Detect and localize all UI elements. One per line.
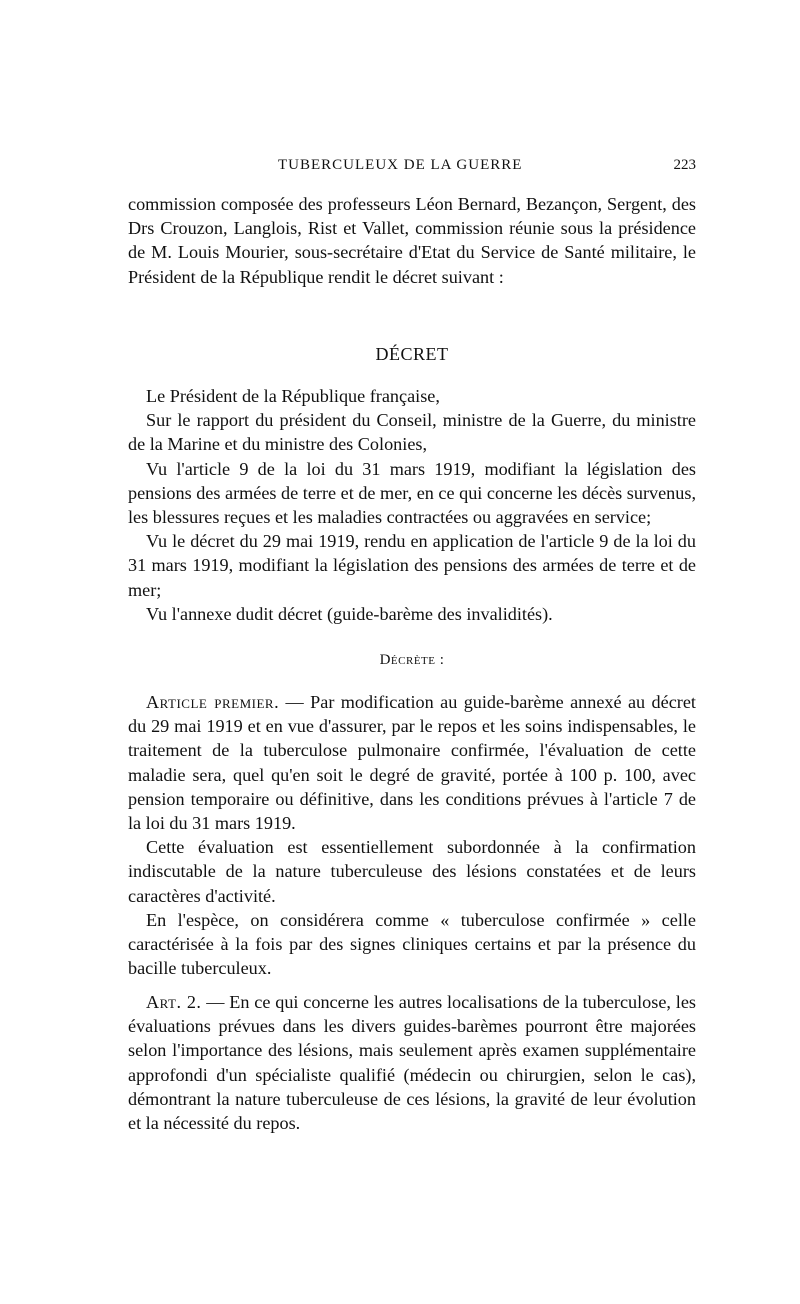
preamble-line: Vu le décret du 29 mai 1919, rendu en application de l'article 9 de la loi du 31 mars 1919, modifiant la législation des pensions des armées de terre et de mer; — [128, 531, 696, 600]
page-number: 223 — [673, 157, 696, 173]
running-head-title: TUBERCULEUX DE LA GUERRE — [278, 157, 523, 173]
article-2-label: Art. 2. — [146, 992, 202, 1012]
preamble-line: Le Président de la République française, — [146, 386, 440, 406]
preamble-block — [128, 384, 696, 626]
intro-block — [128, 192, 696, 289]
preamble-line: Vu l'article 9 de la loi du 31 mars 1919, modifiant la législation des pensions des armées de terre et de mer, en ce qui concerne les décès survenus, les blessures reçues et les maladies contractées ou aggravées en service; — [128, 458, 696, 528]
article-2-text: — En ce qui concerne les autres localisations de la tuberculose, les évaluations prévues dans les divers guides-barèmes pourront être majorées selon l'importance des lésions, mais seulement après examen supplémentaire approfondi d'un spécialiste qualifié (médecin ou chirurgien, selon le cas), démontrant la nature tuberculeuse de ces lésions, la gravité de leur évolution et la nécessité du repos. — [128, 992, 696, 1134]
article-1-text: — Par modification au guide-barème annexé au décret du 29 mai 1919 et en vue d'assurer, par le repos et les soins indispensables, le traitement de la tuberculose pulmonaire confirmée, l'évaluation de cette maladie sera, quel qu'en soit le degré de gravité, portée à 100 p. 100, avec pension temporaire ou définitive, dans les conditions prévues à l'article 7 de la loi du 31 mars 1919. — [128, 692, 696, 834]
article-1 — [128, 690, 696, 980]
article-2 — [128, 990, 696, 1135]
heading-decrete: Décrète : — [379, 652, 445, 668]
article-1-label: Article premier. — [146, 692, 280, 712]
running-head — [128, 157, 696, 179]
article-1-paragraph-3: En l'espèce, on considérera comme « tuberculose confirmée » celle caractérisée à la fois par des signes cliniques certains et par la présence du bacille tuberculeux. — [128, 909, 696, 979]
preamble-line: Sur le rapport du président du Conseil, ministre de la Guerre, du ministre de la Marine et du ministre des Colonies, — [128, 410, 696, 455]
heading-decret: DÉCRET — [375, 344, 449, 364]
intro-paragraph: commission composée des professeurs Léon Bernard, Bezançon, Sergent, des Drs Crouzon, Langlois, Rist et Vallet, commission réunie sous la présidence de M. Louis Mourier, sous-secrétaire d'Etat du Service de Santé militaire, le Président de la République rendit le décret suivant : — [128, 194, 696, 287]
article-1-paragraph-2: Cette évaluation est essentiellement subordonnée à la confirmation indiscutable de la nature tuberculeuse des lésions constatées et de leurs caractères d'activité. — [128, 837, 696, 906]
article-1-paragraph — [128, 690, 696, 835]
article-2-paragraph — [128, 990, 696, 1135]
preamble-line: Vu l'annexe dudit décret (guide-barème des invalidités). — [146, 603, 553, 624]
